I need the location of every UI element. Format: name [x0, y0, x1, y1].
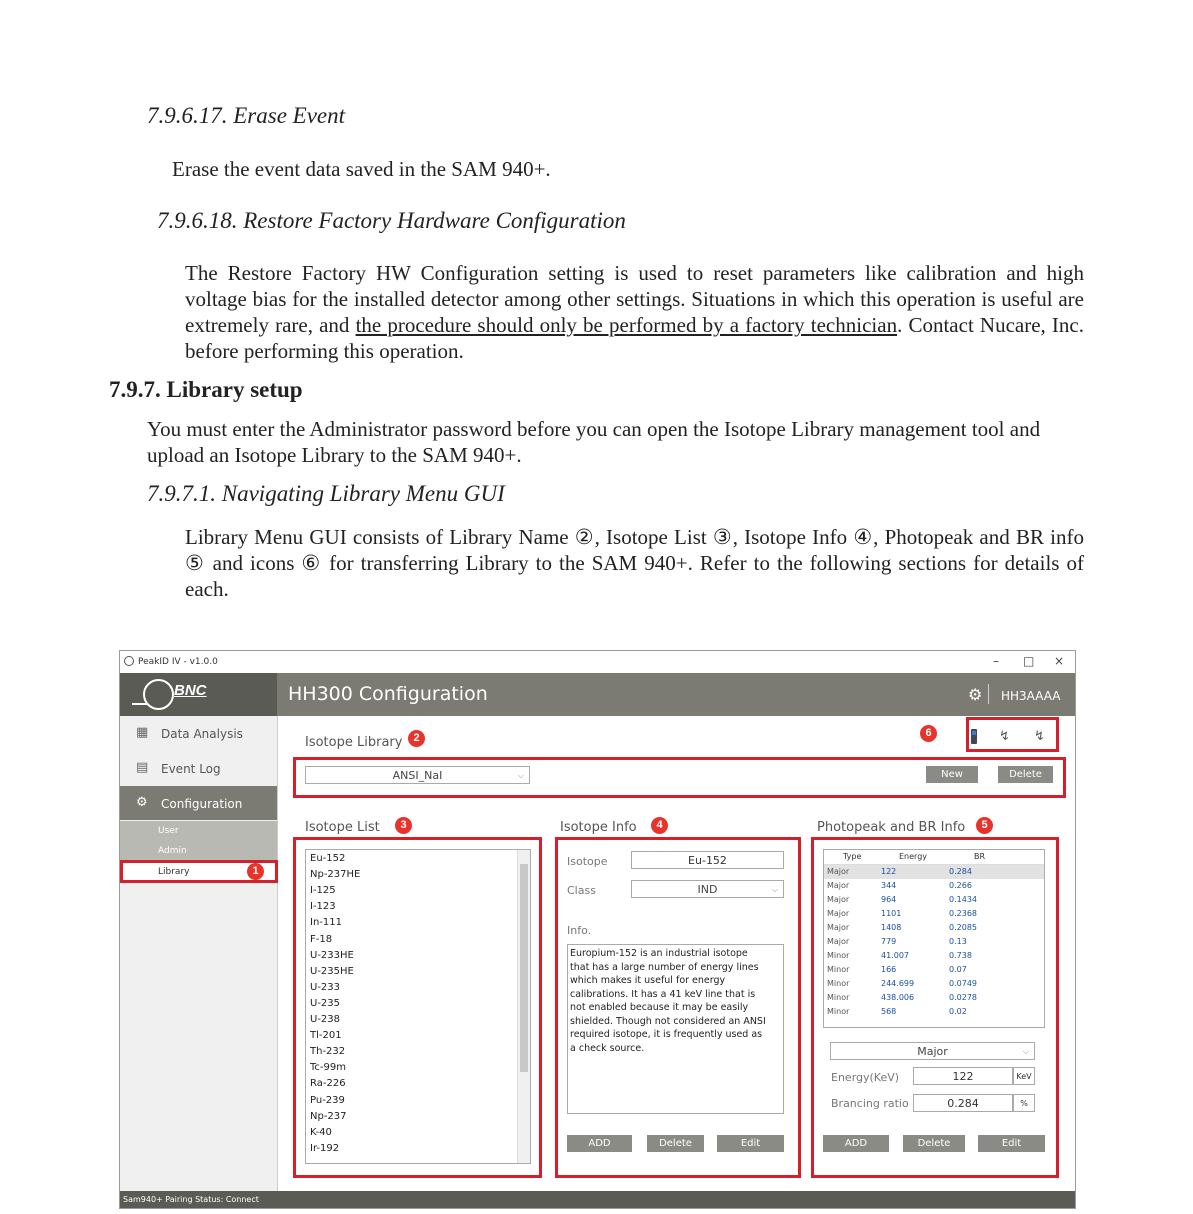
list-item[interactable]: Np-237HE: [310, 869, 361, 881]
list-item[interactable]: U-235HE: [310, 965, 354, 977]
edit-peak-button[interactable]: Edit: [978, 1135, 1045, 1152]
table-cell: Minor: [827, 1007, 850, 1016]
window-title: PeakID IV - v1.0.0: [138, 657, 218, 667]
window-titlebar: [120, 651, 1075, 673]
edit-isotope-button[interactable]: Edit: [717, 1135, 784, 1152]
sidebar-item-user[interactable]: User: [120, 821, 277, 841]
list-item[interactable]: U-238: [310, 1014, 341, 1025]
list-item[interactable]: U-233: [310, 981, 341, 993]
isotope-library-title: Isotope Library: [305, 735, 403, 750]
br-label: Brancing ratio: [831, 1097, 909, 1110]
chevron-down-icon: ⌵: [517, 771, 524, 780]
isotope-info-title: Isotope Info: [560, 820, 637, 835]
callout-badge-3: 3: [395, 817, 412, 834]
delete-peak-button[interactable]: Delete: [903, 1135, 965, 1152]
paragraph-restore: The Restore Factory HW Configuration setting is used to reset parameters like calibration and high voltage bias for the installed detector among other settings. Situations in which this operation is useful are extremely rare, and the procedure should only be performed by a factory technician. Contact Nucare, Inc. before performing this operation.: [185, 261, 1084, 363]
list-item[interactable]: F-18: [310, 933, 333, 945]
delete-library-button[interactable]: Delete: [998, 766, 1053, 783]
energy-label: Energy(KeV): [831, 1071, 900, 1084]
table-cell: 568: [881, 1007, 897, 1016]
table-row[interactable]: [824, 907, 1044, 921]
device-icon[interactable]: [971, 729, 977, 744]
header-divider: [988, 684, 989, 704]
app-icon: [124, 656, 134, 666]
table-cell: Major: [827, 923, 850, 932]
table-cell: Major: [827, 937, 850, 946]
paragraph-navigating: Library Menu GUI consists of Library Name ②, Isotope List ③, Isotope Info ④, Photopeak and BR info ⑤ and icons ⑥ for transferring Library to the SAM 940+. Refer to the following sections for details of each.: [185, 525, 1084, 601]
table-header: Type Energy BR: [824, 850, 1044, 865]
chevron-down-icon: ⌵: [1022, 1047, 1029, 1056]
chart-icon: ▦: [136, 725, 149, 740]
new-library-button[interactable]: New: [926, 766, 978, 783]
status-bar: Sam940+ Pairing Status: Connect: [120, 1191, 1075, 1208]
sidebar-item-configuration[interactable]: ⚙ Configuration: [120, 786, 277, 820]
isotope-list-title: Isotope List: [305, 820, 380, 835]
list-item[interactable]: Ra-226: [310, 1078, 346, 1090]
chevron-down-icon: ⌵: [771, 885, 778, 894]
table-cell: 0.02: [949, 1007, 967, 1016]
underlined-warning: the procedure should only be performed by a factory technician: [355, 313, 898, 337]
sidebar-item-data-analysis[interactable]: ▦ Data Analysis: [136, 725, 243, 741]
table-cell: 0.738: [949, 951, 972, 960]
scrollbar[interactable]: [517, 850, 530, 1164]
list-item[interactable]: Th-232: [310, 1046, 346, 1058]
peak-type-select[interactable]: Major ⌵: [830, 1042, 1035, 1060]
table-cell: 779: [881, 937, 897, 946]
table-cell: 0.284: [949, 867, 972, 876]
minimize-icon[interactable]: –: [993, 654, 999, 668]
maximize-icon[interactable]: □: [1023, 654, 1035, 668]
sidebar-item-admin[interactable]: Admin: [120, 841, 277, 861]
list-item[interactable]: Tc-99m: [310, 1062, 346, 1074]
callout-badge-4: 4: [651, 817, 668, 834]
table-cell: 1408: [881, 923, 902, 932]
table-cell: Major: [827, 881, 850, 890]
add-isotope-button[interactable]: ADD: [567, 1135, 632, 1152]
sidebar-item-library[interactable]: Library: [120, 861, 277, 883]
table-cell: 0.2085: [949, 923, 977, 932]
table-row[interactable]: [824, 977, 1044, 991]
sidebar-item-event-log[interactable]: ▤ Event Log: [136, 760, 221, 776]
scrollbar-thumb[interactable]: [520, 864, 528, 1072]
table-cell: 344: [881, 881, 897, 890]
br-unit: %: [1013, 1094, 1035, 1112]
table-cell: Minor: [827, 951, 850, 960]
list-item[interactable]: Tl-201: [310, 1030, 342, 1042]
highlight-box-transfer-icons: [966, 717, 1059, 752]
device-id: HH3AAAA: [1001, 689, 1061, 703]
heading-restore-factory: 7.9.6.18. Restore Factory Hardware Configuration: [157, 208, 626, 233]
isotope-label: Isotope: [567, 855, 608, 868]
delete-isotope-button[interactable]: Delete: [647, 1135, 704, 1152]
list-item[interactable]: In-111: [310, 917, 342, 929]
table-row[interactable]: [824, 865, 1044, 879]
table-cell: 0.266: [949, 881, 972, 890]
info-textarea[interactable]: Europium-152 is an industrial isotope that has a large number of energy lines which makes it useful for energy calibrations. It has a 41 keV line that is not enabled because it may be easily shielded. Though not considered an ANSI required isotope, it is frequently used as a check source.: [567, 944, 784, 1114]
table-cell: Minor: [827, 979, 850, 988]
class-label: Class: [567, 884, 596, 897]
download-icon[interactable]: ↯: [999, 729, 1010, 744]
peakid-window: [119, 650, 1076, 1209]
table-cell: 0.13: [949, 937, 967, 946]
list-item[interactable]: I-125: [310, 885, 336, 897]
photopeak-table[interactable]: [823, 849, 1045, 1028]
table-cell: 1101: [881, 909, 902, 918]
table-cell: Minor: [827, 965, 850, 974]
list-item[interactable]: Eu-152: [310, 853, 346, 864]
table-cell: 0.1434: [949, 895, 977, 904]
list-item[interactable]: Ir-192: [310, 1142, 340, 1154]
table-row[interactable]: [824, 935, 1044, 949]
list-item[interactable]: U-235: [310, 997, 341, 1009]
table-row[interactable]: [824, 893, 1044, 907]
table-cell: 438.006: [881, 993, 915, 1002]
heading-erase-event: 7.9.6.17. Erase Event: [147, 103, 346, 128]
library-select[interactable]: ANSI_NaI ⌵: [305, 766, 530, 784]
table-cell: Major: [827, 895, 850, 904]
callout-badge-5: 5: [976, 817, 993, 834]
energy-field[interactable]: 122: [913, 1067, 1013, 1085]
table-cell: Minor: [827, 993, 850, 1002]
table-row[interactable]: [824, 963, 1044, 977]
table-cell: 964: [881, 895, 897, 904]
table-cell: 244.699: [881, 979, 915, 988]
gear-icon: ⚙: [136, 795, 148, 810]
callout-badge-2: 2: [408, 730, 425, 747]
paragraph-erase: Erase the event data saved in the SAM 940+.: [172, 157, 551, 181]
table-row[interactable]: [824, 879, 1044, 893]
list-item[interactable]: Np-237: [310, 1110, 347, 1122]
gear-icon[interactable]: ⚙: [968, 685, 983, 704]
isotope-field[interactable]: Eu-152: [631, 851, 784, 869]
table-cell: 122: [881, 867, 897, 876]
callout-badge-6: 6: [920, 725, 937, 742]
table-row[interactable]: [824, 921, 1044, 935]
table-cell: 0.0278: [949, 993, 977, 1002]
list-item[interactable]: I-123: [310, 901, 336, 913]
logo: BNC: [120, 673, 277, 716]
page-title: HH300 Configuration: [288, 683, 488, 705]
upload-icon[interactable]: ↯: [1034, 729, 1045, 744]
class-select[interactable]: IND ⌵: [631, 880, 784, 898]
list-item[interactable]: K-40: [310, 1126, 332, 1138]
table-cell: 41.007: [881, 951, 909, 960]
photopeak-title: Photopeak and BR Info: [817, 820, 966, 835]
table-cell: 166: [881, 965, 897, 974]
callout-badge-1: 1: [247, 863, 264, 880]
table-row[interactable]: [824, 949, 1044, 963]
add-peak-button[interactable]: ADD: [823, 1135, 889, 1152]
info-label: Info.: [567, 924, 592, 937]
br-field[interactable]: 0.284: [913, 1094, 1013, 1112]
close-icon[interactable]: ×: [1054, 654, 1065, 668]
table-row[interactable]: [824, 991, 1044, 1005]
table-cell: Major: [827, 909, 850, 918]
energy-unit: KeV: [1013, 1067, 1035, 1085]
table-cell: Major: [827, 867, 850, 876]
table-cell: 0.0749: [949, 979, 977, 988]
calendar-icon: ▤: [136, 760, 149, 775]
list-item[interactable]: U-233HE: [310, 949, 354, 961]
paragraph-library: You must enter the Administrator password before you can open the Isotope Library management tool and upload an Isotope Library to the SAM 940+.: [147, 417, 1041, 467]
heading-library-setup: 7.9.7. Library setup: [109, 377, 303, 402]
table-cell: 0.2368: [949, 909, 977, 918]
table-row[interactable]: [824, 1005, 1044, 1019]
sidebar: [120, 716, 278, 1191]
table-cell: 0.07: [949, 965, 967, 974]
isotope-listbox[interactable]: [305, 849, 531, 1164]
list-item[interactable]: Pu-239: [310, 1094, 345, 1106]
heading-navigating-library: 7.9.7.1. Navigating Library Menu GUI: [147, 481, 505, 506]
